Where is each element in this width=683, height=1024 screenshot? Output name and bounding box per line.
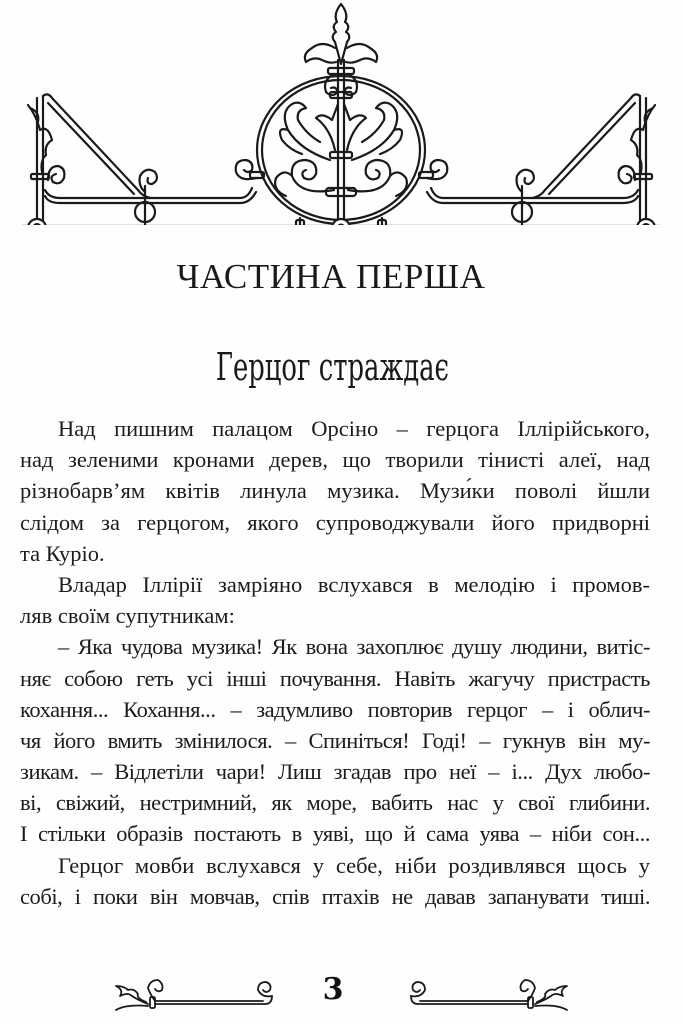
part-title: ЧАСТИНА ПЕРША — [176, 257, 486, 296]
text-line: собі, і поки він мовчав, спів птахів не давав запанувати тиші. — [20, 883, 650, 909]
page-number: 3 — [322, 972, 344, 1007]
chapter-title-container — [0, 345, 664, 389]
text-line: Над пишним палацом Орсіно – герцога Іллірійського, — [58, 416, 650, 441]
text-line: – Яка чудова музика! Як вона захоплює душу людини, витіс- — [58, 634, 650, 660]
text-line: няє собою геть усі інші почування. Навіть жагучу пристрасть — [20, 665, 650, 691]
text-line: Владар Іллірії замріяно вслухався в мелодію і промов- — [58, 571, 650, 597]
text-line: І стільки образів постають в уяві, що й сама уява – ніби сон... — [20, 821, 650, 847]
text-line: над зеленими кронами дерев, що творили тінисті алеї, над — [20, 447, 650, 473]
text-line: різнобарв’ям квітів линула музика. Музи́ки поволі йшли — [20, 478, 650, 504]
chapter-title: Герцог страждає — [215, 345, 449, 389]
headpiece-ornament-icon — [0, 0, 683, 225]
text-line: та Куріо. — [20, 540, 105, 566]
text-line: кохання... Кохання... – задумливо повторив герцог – і облич- — [20, 696, 650, 722]
text-line: ляв своїм супутникам: — [20, 603, 235, 629]
chapter-body — [20, 413, 650, 912]
text-line: слідом за герцогом, якого супроводжували його придворні — [20, 509, 650, 535]
text-line: ві, свіжий, нестримний, як море, вабить нас у свої глибини. — [20, 790, 650, 816]
text-line: зикам. – Відлетіли чари! Лиш згадав про неї – і... Дух любо- — [20, 759, 650, 785]
text-line: чя його вмить змінилося. – Спиніться! Годі! – гукнув він му- — [20, 727, 650, 753]
text-line: Герцог мовби вслухався у себе, ніби роздивлявся щось у — [58, 852, 650, 878]
